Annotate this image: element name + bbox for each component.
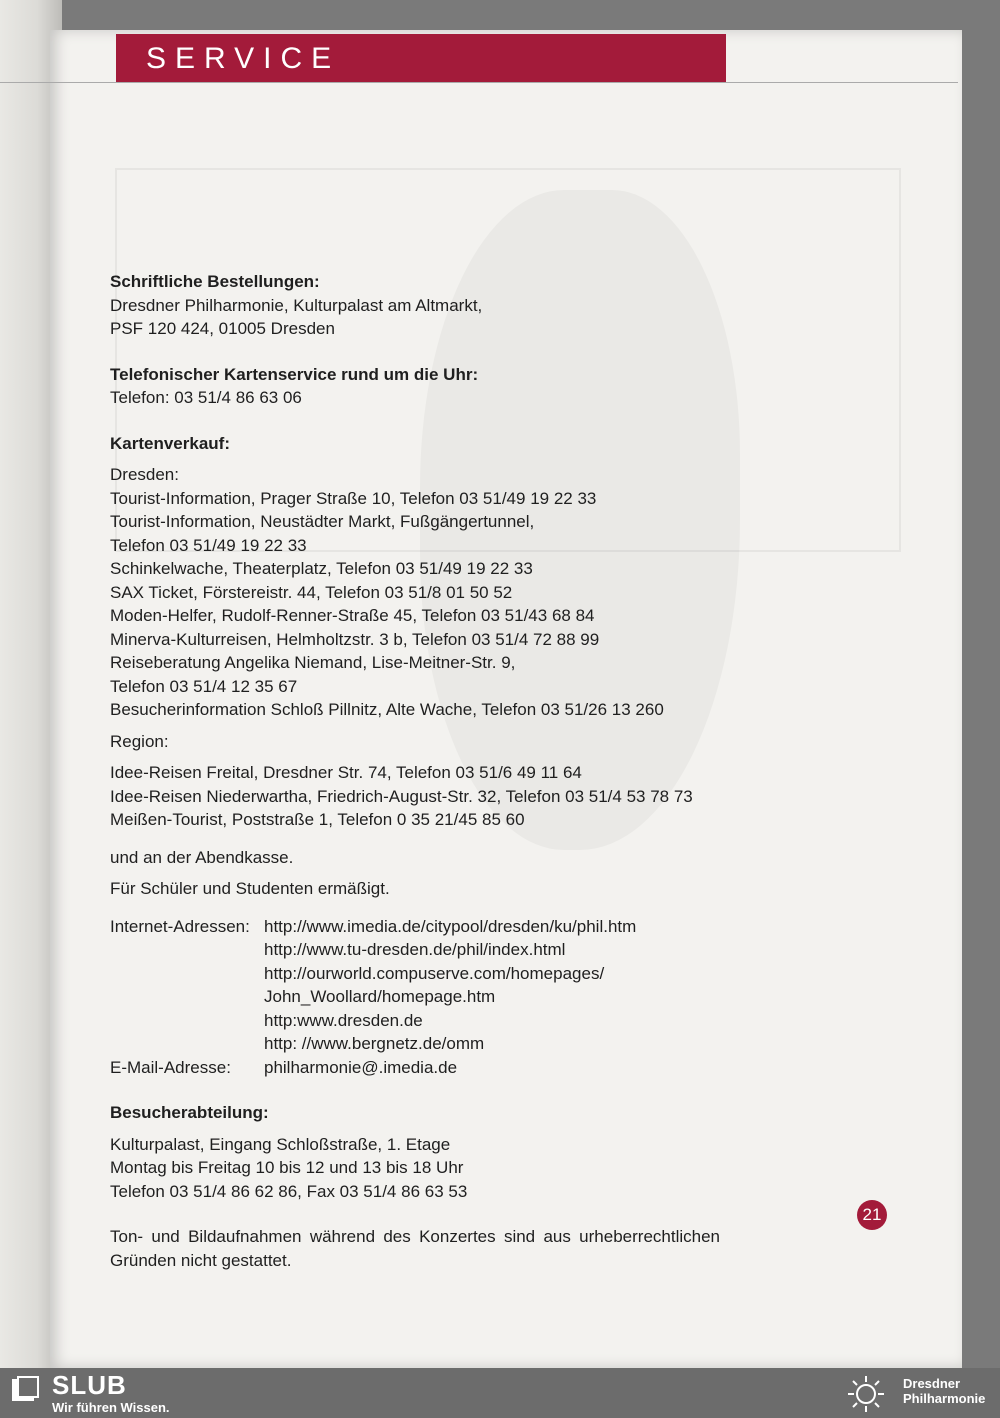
written-orders-line: Dresdner Philharmonie, Kulturpalast am Altmarkt, bbox=[110, 295, 483, 315]
dresden-outlet: Besucherinformation Schloß Pillnitz, Alte Wache, Telefon 03 51/26 13 260 bbox=[110, 700, 664, 719]
dresden-outlet: SAX Ticket, Förstereistr. 44, Telefon 03 51/8 01 50 52 bbox=[110, 582, 513, 602]
page-number-badge: 21 bbox=[857, 1200, 887, 1230]
library-tagline: Wir führen Wissen. bbox=[52, 1400, 170, 1415]
discount-note: Für Schüler und Studenten ermäßigt. bbox=[110, 879, 390, 898]
dresden-outlet: Tourist-Information, Prager Straße 10, Telefon 03 51/49 19 22 33 bbox=[110, 488, 597, 508]
partner-name-line: Dresdner bbox=[903, 1376, 961, 1391]
dresden-outlet: Reiseberatung Angelika Niemand, Lise-Meitner-Str. 9, bbox=[110, 653, 516, 672]
visitor-department-line: Telefon 03 51/4 86 62 86, Fax 03 51/4 86 63 53 bbox=[110, 1181, 468, 1201]
phone-service-heading: Telefonischer Kartenservice rund um die Uhr: bbox=[110, 364, 479, 384]
phone-service-line: Telefon: 03 51/4 86 63 06 bbox=[110, 388, 302, 407]
dresden-outlet: Moden-Helfer, Rudolf-Renner-Straße 45, Telefon 03 51/43 68 84 bbox=[110, 606, 595, 625]
recording-notice: Ton- und Bildaufnahmen während des Konzertes sind aus urheberrechtlichen Gründen nicht gestattet. bbox=[110, 1227, 720, 1270]
email-address bbox=[110, 1056, 730, 1080]
internet-url: John_Woollard/homepage.htm bbox=[264, 987, 496, 1006]
dresden-outlet: Telefon 03 51/49 19 22 33 bbox=[110, 535, 307, 555]
email-value: philharmonie@.imedia.de bbox=[264, 1057, 458, 1077]
partner-name-line: Philharmonie bbox=[903, 1391, 986, 1406]
region-outlet: Idee-Reisen Freital, Dresdner Str. 74, Telefon 03 51/6 49 11 64 bbox=[110, 763, 582, 782]
library-name: SLUB bbox=[52, 1370, 127, 1400]
internet-url: http://www.tu-dresden.de/phil/index.html bbox=[264, 940, 566, 959]
box-office-note: und an der Abendkasse. bbox=[110, 847, 294, 867]
internet-url: http://www.imedia.de/citypool/dresden/ku/phil.htm bbox=[264, 916, 637, 936]
dresden-label: Dresden: bbox=[110, 465, 179, 484]
dresden-outlet: Minerva-Kulturreisen, Helmholtzstr. 3 b, Telefon 03 51/4 72 88 99 bbox=[110, 629, 600, 649]
email-label: E-Mail-Adresse: bbox=[110, 1057, 231, 1077]
internet-url: http://ourworld.compuserve.com/homepages/ bbox=[264, 963, 605, 983]
region-outlet: Meißen-Tourist, Poststraße 1, Telefon 0 35 21/45 85 60 bbox=[110, 810, 525, 829]
slub-logo-icon bbox=[10, 1375, 40, 1405]
internet-url: http: //www.bergnetz.de/omm bbox=[264, 1034, 485, 1053]
philharmonie-logo-icon bbox=[842, 1372, 890, 1416]
viewer-footer bbox=[0, 1368, 1000, 1418]
visitor-department-line: Montag bis Freitag 10 bis 12 und 13 bis 18 Uhr bbox=[110, 1158, 464, 1177]
written-orders-heading: Schriftliche Bestellungen: bbox=[110, 272, 320, 291]
internet-addresses bbox=[110, 915, 730, 1056]
section-banner bbox=[116, 34, 726, 82]
section-title: SERVICE bbox=[146, 42, 341, 75]
internet-url: http:www.dresden.de bbox=[264, 1010, 423, 1030]
region-outlet: Idee-Reisen Niederwartha, Friedrich-August-Str. 32, Telefon 03 51/4 53 78 73 bbox=[110, 786, 693, 806]
dresden-outlet: Schinkelwache, Theaterplatz, Telefon 03 51/49 19 22 33 bbox=[110, 559, 533, 578]
service-content bbox=[110, 270, 730, 1272]
ticket-sales-heading: Kartenverkauf: bbox=[110, 433, 230, 453]
partner-name bbox=[903, 1376, 985, 1406]
written-orders-line: PSF 120 424, 01005 Dresden bbox=[110, 319, 335, 338]
visitor-department-heading: Besucherabteilung: bbox=[110, 1103, 269, 1122]
header-rule bbox=[0, 82, 958, 83]
visitor-department-line: Kulturpalast, Eingang Schloßstraße, 1. Etage bbox=[110, 1134, 451, 1154]
internet-label: Internet-Adressen: bbox=[110, 916, 250, 936]
dresden-outlet: Tourist-Information, Neustädter Markt, Fußgängertunnel, bbox=[110, 512, 535, 531]
dresden-outlet: Telefon 03 51/4 12 35 67 bbox=[110, 676, 298, 696]
region-label: Region: bbox=[110, 731, 169, 751]
